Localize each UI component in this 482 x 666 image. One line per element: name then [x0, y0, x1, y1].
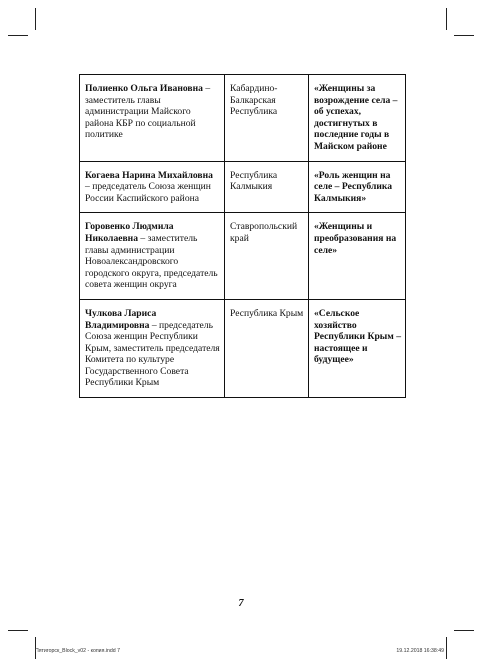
- table-row: [80, 213, 406, 300]
- speaker-name: Когаева Нарина Михайловна: [85, 169, 213, 181]
- speaker-cell: [80, 213, 225, 300]
- speaker-cell: [80, 75, 225, 162]
- region-cell: Кабардино-Балкарская Республика: [225, 75, 309, 162]
- region-cell: Республика Калмыкия: [225, 161, 309, 213]
- speaker-position: – председатель Союза женщин Республики Крым, заместитель председателя Комитета по культуре Государственного Совета Республики Крым: [85, 319, 220, 389]
- table-row: [80, 161, 406, 213]
- speaker-position: – заместитель главы администрации Новоалександровского городского округа, председатель совета женщин округа: [85, 232, 218, 291]
- speaker-cell: [80, 299, 225, 397]
- table-row: [80, 299, 406, 397]
- crop-mark-top-left: [35, 8, 36, 30]
- speaker-cell: [80, 161, 225, 213]
- speaker-name: Горовенко Людмила Николаевна: [85, 221, 174, 244]
- footer-timestamp: 19.12.2018 16:38:49: [396, 648, 444, 654]
- topic-cell: «Женщины и преобразования на селе»: [309, 213, 406, 300]
- topic-cell: «Сельское хозяйство Республики Крым – настоящее и будущее»: [309, 299, 406, 397]
- crop-mark-top-left-h: [8, 35, 28, 36]
- speaker-name: Чулкова Лариса Владимировна: [85, 307, 157, 331]
- crop-mark-bottom-right-h: [454, 630, 474, 631]
- region-cell: Ставропольский край: [225, 213, 309, 300]
- page-number: 7: [238, 598, 244, 609]
- crop-mark-top-right: [446, 8, 447, 30]
- topic-cell: «Роль женщин на селе – Республика Калмыкия»: [309, 161, 406, 213]
- speaker-name: Полиенко Ольга Ивановна: [85, 83, 203, 94]
- region-cell: Республика Крым: [225, 299, 309, 397]
- speaker-position: – председатель Союза женщин России Каспийского района: [85, 181, 211, 204]
- crop-mark-top-right-h: [454, 35, 474, 36]
- footer-file-info: Пятигорск_Block_v02 - копия.indd 7: [35, 648, 120, 654]
- speaker-position: – заместитель главы администрации Майского района КБР по социальной политике: [85, 83, 211, 141]
- crop-mark-bottom-right: [446, 637, 447, 659]
- table-row: [80, 75, 406, 162]
- topic-cell: «Женщины за возрождение села – об успехах, достигнутых в последние годы в Майском районе: [309, 75, 406, 162]
- speakers-table: [79, 74, 406, 398]
- crop-mark-bottom-left-h: [8, 630, 28, 631]
